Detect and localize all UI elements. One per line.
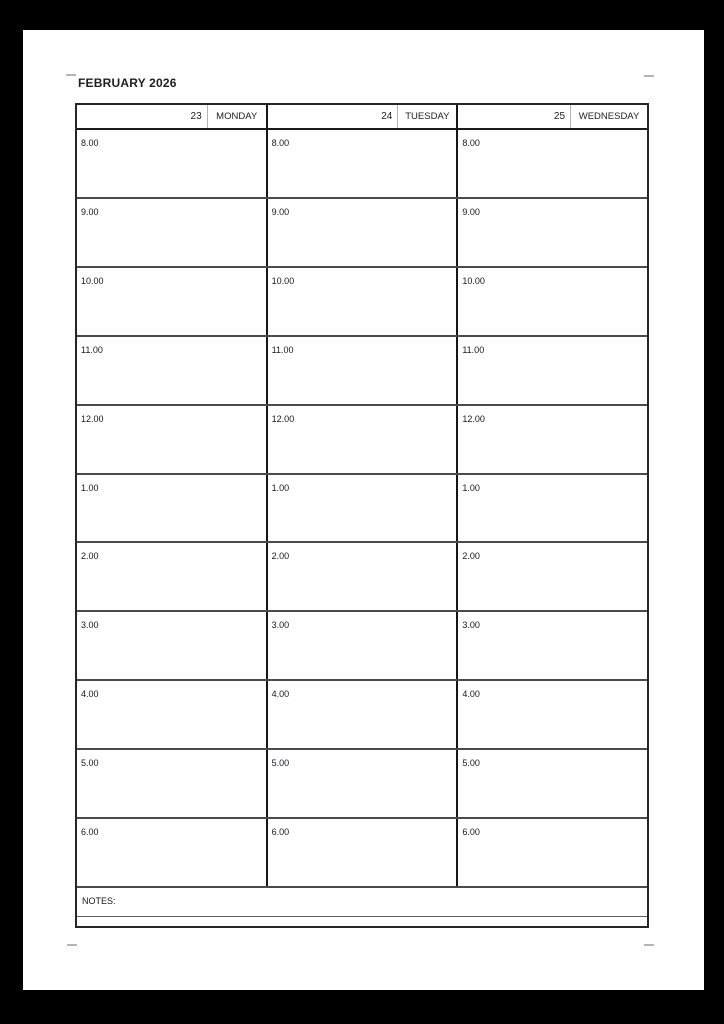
time-cell xyxy=(77,337,266,404)
time-row xyxy=(77,335,647,404)
time-cell xyxy=(266,681,457,748)
day-name: MONDAY xyxy=(207,105,266,128)
time-cell xyxy=(456,543,647,610)
time-label: 2.00 xyxy=(271,551,290,562)
time-label: 10.00 xyxy=(81,275,104,286)
time-label: 12.00 xyxy=(462,413,485,424)
time-cell xyxy=(456,268,647,335)
page-title: FEBRUARY 2026 xyxy=(78,76,177,90)
time-cell xyxy=(266,268,457,335)
time-label: 10.00 xyxy=(271,275,295,286)
time-label: 4.00 xyxy=(271,689,290,700)
time-row xyxy=(77,679,647,748)
time-cell xyxy=(77,475,266,542)
time-cell xyxy=(266,406,457,473)
time-label: 9.00 xyxy=(462,206,480,217)
time-cell xyxy=(77,681,266,748)
time-cell xyxy=(77,268,266,335)
time-cell xyxy=(266,750,457,817)
time-row xyxy=(77,748,647,817)
day-number: 24 xyxy=(381,111,393,122)
time-label: 1.00 xyxy=(271,482,290,493)
time-cell xyxy=(456,681,647,748)
time-label: 8.00 xyxy=(81,138,99,148)
time-row xyxy=(77,128,647,197)
notes-writing-space xyxy=(77,916,647,926)
time-cell xyxy=(456,475,647,542)
time-label: 1.00 xyxy=(81,482,99,493)
time-label: 3.00 xyxy=(462,620,480,631)
time-cell xyxy=(266,543,457,610)
crop-mark-top-left xyxy=(66,74,76,76)
time-cell xyxy=(266,475,457,542)
time-cell xyxy=(77,406,266,473)
time-label: 12.00 xyxy=(271,413,295,424)
time-cell xyxy=(266,612,457,679)
time-row xyxy=(77,541,647,610)
crop-mark-bottom-right xyxy=(644,944,654,946)
time-cell xyxy=(456,337,647,404)
time-label: 8.00 xyxy=(271,138,290,148)
time-label: 4.00 xyxy=(81,689,99,700)
time-label: 3.00 xyxy=(271,620,290,631)
time-cell xyxy=(77,199,266,266)
time-cell xyxy=(77,612,266,679)
crop-mark-top-right xyxy=(644,75,654,77)
time-cell xyxy=(456,199,647,266)
time-label: 11.00 xyxy=(81,344,103,355)
time-cell xyxy=(77,750,266,817)
time-row xyxy=(77,610,647,679)
time-label: 4.00 xyxy=(462,689,480,700)
planner-page xyxy=(23,30,704,990)
time-label: 2.00 xyxy=(81,551,99,562)
time-label: 1.00 xyxy=(462,482,480,493)
time-label: 6.00 xyxy=(271,827,290,838)
time-row xyxy=(77,404,647,473)
time-label: 10.00 xyxy=(462,275,485,286)
day-header-cell-monday xyxy=(77,105,266,128)
notes-label: NOTES: xyxy=(82,896,116,906)
time-row xyxy=(77,473,647,542)
day-header-cell-wednesday xyxy=(456,105,647,128)
time-cell xyxy=(266,130,457,197)
time-label: 6.00 xyxy=(81,827,99,838)
day-name: TUESDAY xyxy=(397,105,456,128)
time-row xyxy=(77,266,647,335)
time-label: 5.00 xyxy=(271,758,290,769)
time-label: 6.00 xyxy=(462,827,480,838)
time-cell xyxy=(266,199,457,266)
time-cell xyxy=(77,543,266,610)
crop-mark-bottom-left xyxy=(67,944,77,946)
time-cell xyxy=(77,819,266,886)
time-row xyxy=(77,817,647,886)
day-name: WEDNESDAY xyxy=(570,105,647,128)
time-cell xyxy=(456,750,647,817)
time-label: 3.00 xyxy=(81,620,99,631)
time-cell xyxy=(456,130,647,197)
time-grid xyxy=(77,128,647,886)
time-label: 5.00 xyxy=(81,758,99,769)
time-label: 8.00 xyxy=(462,138,480,148)
time-cell xyxy=(266,819,457,886)
time-cell xyxy=(456,612,647,679)
time-label: 11.00 xyxy=(462,344,485,355)
notes-row xyxy=(77,886,647,916)
time-row xyxy=(77,197,647,266)
day-number: 23 xyxy=(190,111,202,122)
time-label: 9.00 xyxy=(81,206,99,217)
time-cell xyxy=(456,406,647,473)
day-header-cell-tuesday xyxy=(266,105,457,128)
time-label: 9.00 xyxy=(271,206,290,217)
time-cell xyxy=(77,130,266,197)
time-cell xyxy=(266,337,457,404)
time-cell xyxy=(456,819,647,886)
day-header-row xyxy=(77,105,647,128)
time-label: 11.00 xyxy=(271,344,294,355)
time-label: 12.00 xyxy=(81,413,104,424)
time-label: 2.00 xyxy=(462,551,480,562)
day-number: 25 xyxy=(553,111,566,122)
time-label: 5.00 xyxy=(462,758,480,769)
weekly-planner-table xyxy=(75,103,649,928)
